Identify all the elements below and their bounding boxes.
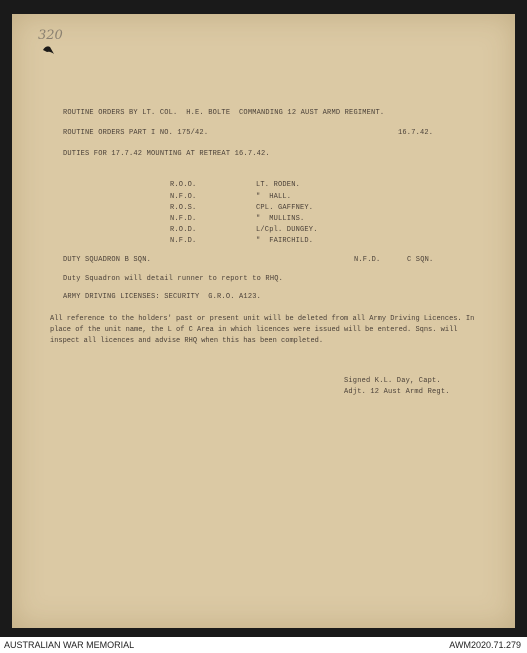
duty-role: R.O.O. <box>170 181 197 189</box>
duty-role: N.F.D. <box>170 237 197 245</box>
order-title: ROUTINE ORDERS BY LT. COL. H.E. BOLTE COMMANDING 12 AUST ARMD REGIMENT. <box>63 109 385 117</box>
signature-line: Signed K.L. Day, Capt. <box>344 377 441 385</box>
licence-paragraph: All reference to the holders' past or present unit will be deleted from all Army Driving Licences. In place of the unit name, the L of C Area in which licences were issued will be entered. Sqns. will inspect all licences and advise RHQ when this has been completed. <box>50 315 475 345</box>
duty-role: R.O.D. <box>170 226 197 234</box>
duty-squadron-nfd-sqn: C SQN. <box>407 256 434 264</box>
duty-squadron-nfd: N.F.D. <box>354 256 381 264</box>
duty-name: " HALL. <box>256 193 292 201</box>
footer-institution: AUSTRALIAN WAR MEMORIAL <box>4 640 135 650</box>
pencil-folio-number: 320 <box>38 28 63 43</box>
duty-name: LT. RODEN. <box>256 181 301 189</box>
order-part-number: ROUTINE ORDERS PART I NO. 175/42. <box>63 129 209 137</box>
ink-mark-icon <box>42 44 56 56</box>
signature-appointment: Adjt. 12 Aust Armd Regt. <box>344 388 450 396</box>
duty-role: N.F.O. <box>170 193 197 201</box>
duty-role: N.F.D. <box>170 215 197 223</box>
duty-squadron: DUTY SQUADRON B SQN. <box>63 256 152 264</box>
duty-role: R.O.S. <box>170 204 197 212</box>
duty-name: L/Cpl. DUNGEY. <box>256 226 318 234</box>
runner-instruction: Duty Squadron will detail runner to report to RHQ. <box>63 275 284 283</box>
duty-name: " FAIRCHILD. <box>256 237 314 245</box>
footer-accession-number: AWM2020.71.279 <box>449 640 521 650</box>
order-date: 16.7.42. <box>398 129 434 137</box>
duty-name: " MULLINS. <box>256 215 305 223</box>
licence-heading: ARMY DRIVING LICENSES: SECURITY G.R.O. A123. <box>63 293 262 301</box>
duties-heading: DUTIES FOR 17.7.42 MOUNTING AT RETREAT 16.7.42. <box>63 150 270 158</box>
duty-name: CPL. GAFFNEY. <box>256 204 314 212</box>
